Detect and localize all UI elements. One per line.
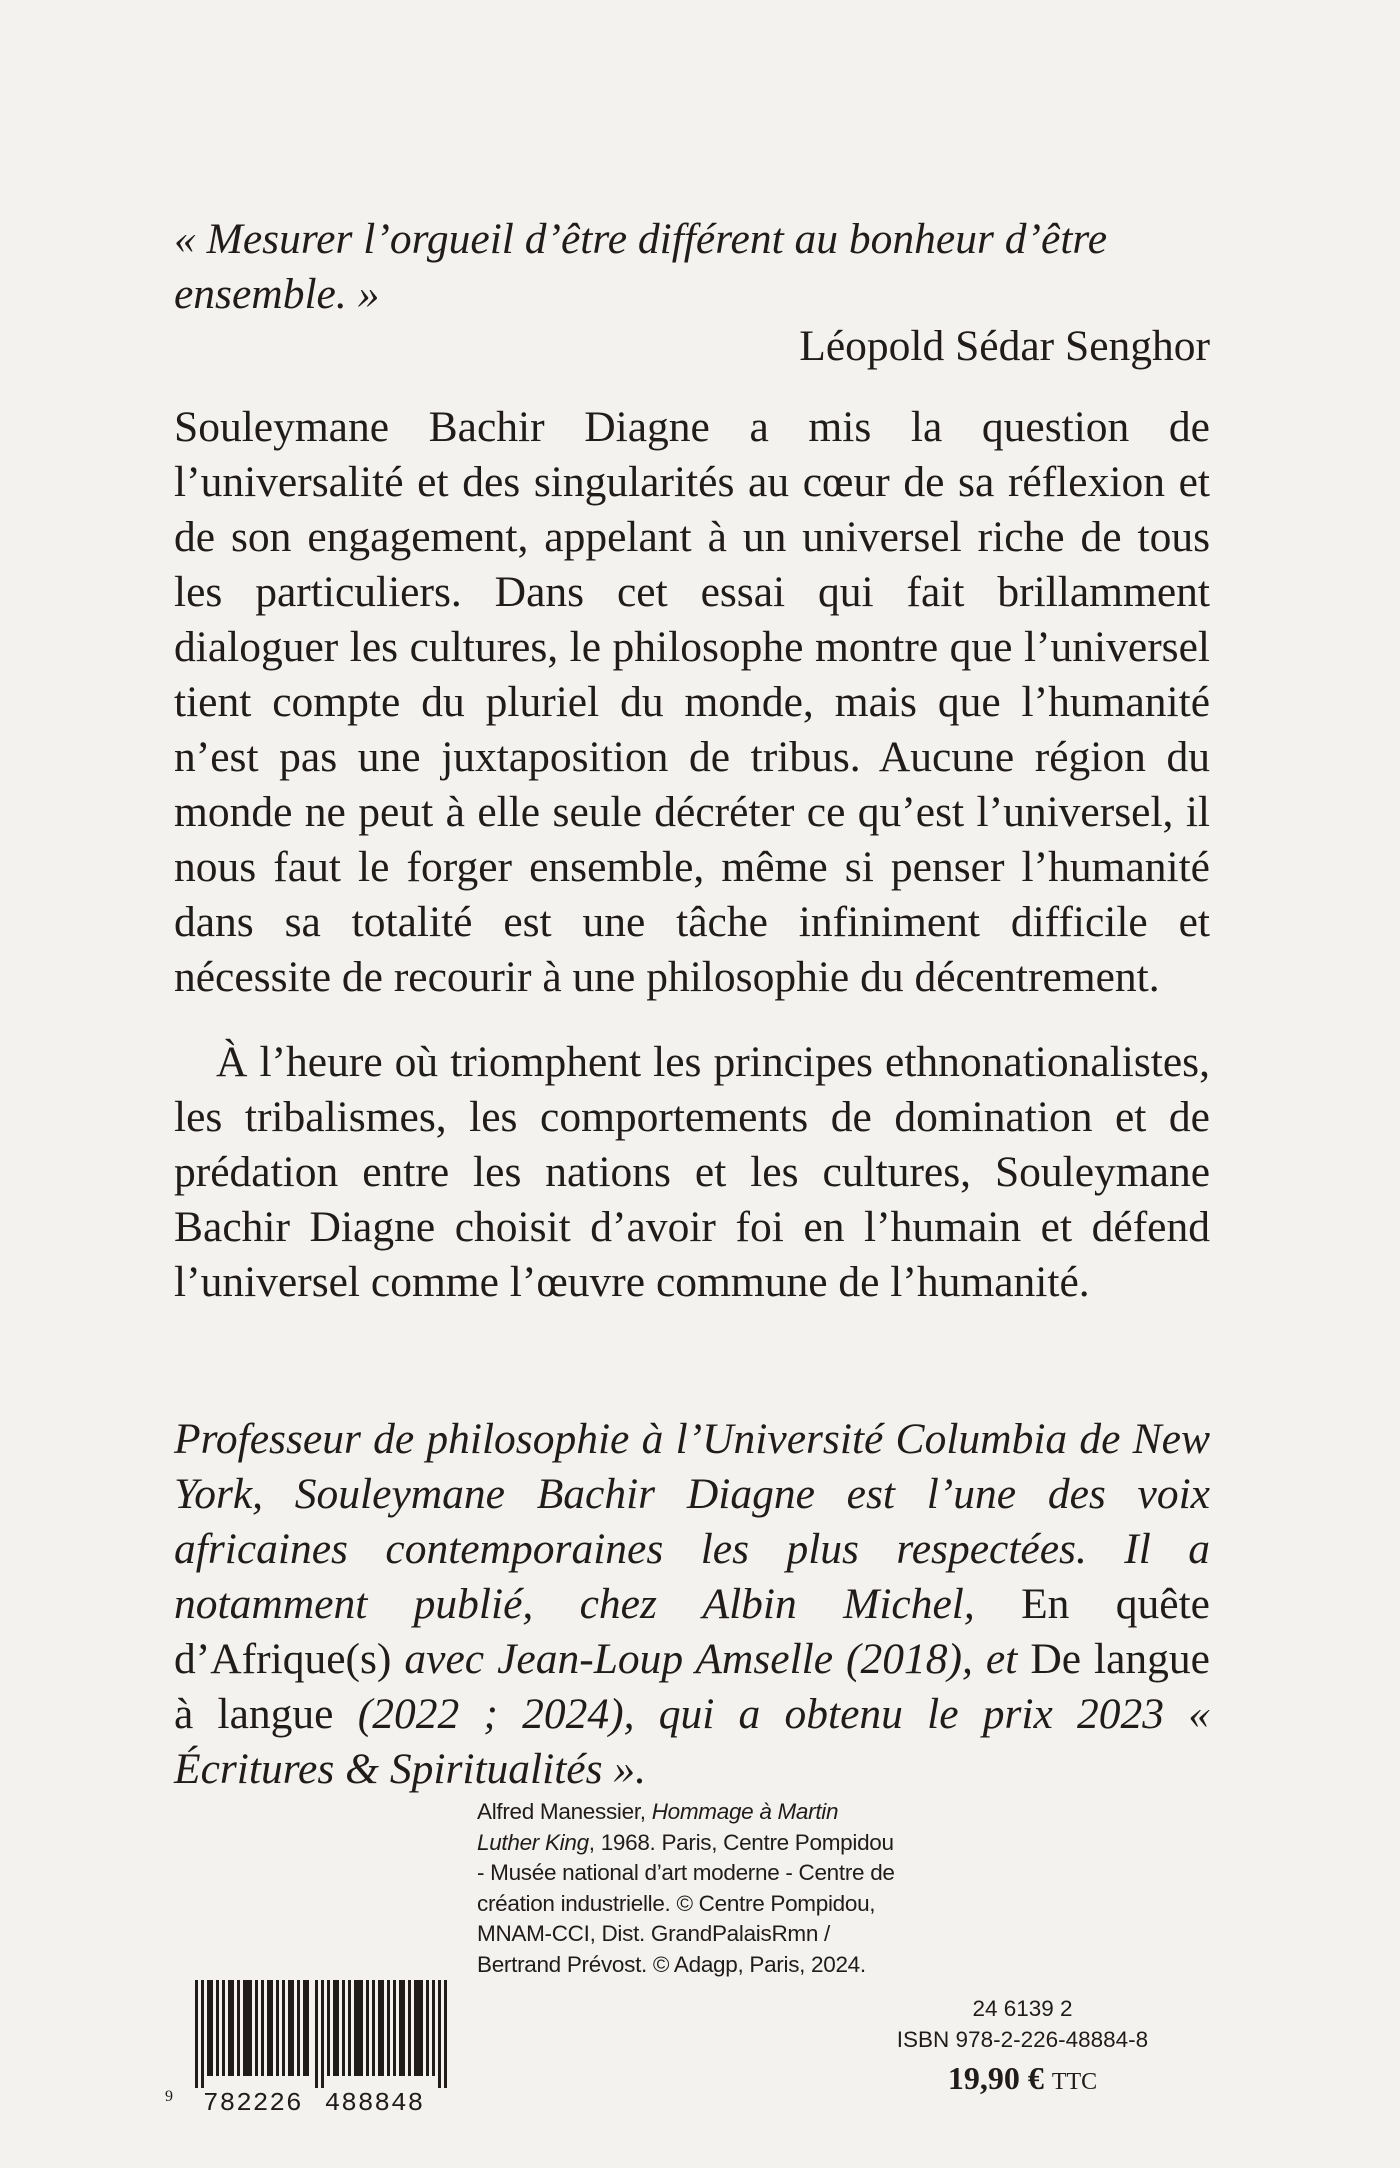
bio-part-2: avec Jean-Loup Amselle (2018), et: [391, 1635, 1031, 1683]
bio-part-1: Professeur de philosophie à l’Université Columbia de New York, Souleymane Bachir Diagne est l’une des voix africaines contemporaines les plus respectées. Il a notamment publié, chez Albin Michel,: [174, 1415, 1210, 1628]
bio-part-3: (2022 ; 2024), qui a obtenu le prix 2023 « Écritures & Spiritualités ».: [174, 1690, 1210, 1793]
barcode-group-1: 782226: [203, 2088, 303, 2118]
blurb-paragraph-2: [174, 1035, 1210, 1310]
author-bio-text: [174, 1412, 1210, 1797]
cover-credit: [477, 1797, 897, 1980]
barcode-digits: [203, 2088, 503, 2118]
blurb-text-1: Souleymane Bachir Diagne a mis la question de l’universalité et des singularités au cœur de sa réflexion et de son engagement, appelant à un universel riche de tous les particuliers. Dans cet essai qui fait brillamment dialoguer les cultures, le philosophe montre que l’universel tient compte du pluriel du monde, mais que l’humanité n’est pas une juxtaposition de tribus. Aucune région du monde ne peut à elle seule décréter ce qu’est l’universel, il nous faut le forger ensemble, même si penser l’humanité dans sa totalité est une tâche infiniment difficile et nécessite de recourir à une philosophie du décentrement.: [174, 403, 1210, 1001]
author-bio: [174, 1412, 1210, 1797]
price: [880, 2060, 1165, 2097]
credit-work: Hommage à Martin Luther King: [477, 1799, 839, 1855]
internal-code: 24 6139 2: [972, 1996, 1073, 2021]
blurb-text-2: À l’heure où triomphent les principes ethnonationalistes, les tribalismes, les comportements de domination et de prédation entre les nations et les cultures, Souleymane Bachir Diagne choisit d’avoir foi en l’humain et défend l’universel comme l’œuvre commune de l’humanité.: [174, 1038, 1210, 1306]
price-suffix: TTC: [1051, 2069, 1098, 2095]
book-codes: [880, 1993, 1165, 2055]
bio-title-1: En quête d’Afrique(s): [174, 1580, 1210, 1683]
epigraph: [174, 212, 1210, 374]
credit-artist: Alfred Manessier,: [477, 1799, 652, 1824]
epigraph-quote: « Mesurer l’orgueil d’être différent au bonheur d’être ensemble. »: [174, 215, 1108, 318]
price-amount: 19,90 €: [947, 2060, 1044, 2096]
credit-rest: , 1968. Paris, Centre Pompidou - Musée national d’art moderne - Centre de création industrielle. © Centre Pompidou, MNAM-CCI, Dist. GrandPalaisRmn / Bertrand Prévost. © Adagp, Paris, 2024.: [477, 1829, 895, 1977]
epigraph-author: Léopold Sédar Senghor: [799, 322, 1210, 370]
barcode-bars-icon: [195, 1980, 457, 2088]
isbn: ISBN 978-2-226-48884-8: [896, 2027, 1149, 2052]
blurb-paragraph-1: [174, 400, 1210, 1005]
bio-title-2: De langue à langue: [174, 1635, 1210, 1738]
barcode-lead-digit: 9: [165, 2088, 173, 2105]
barcode: [165, 1980, 460, 2118]
barcode-group-2: 488848: [324, 2088, 425, 2118]
